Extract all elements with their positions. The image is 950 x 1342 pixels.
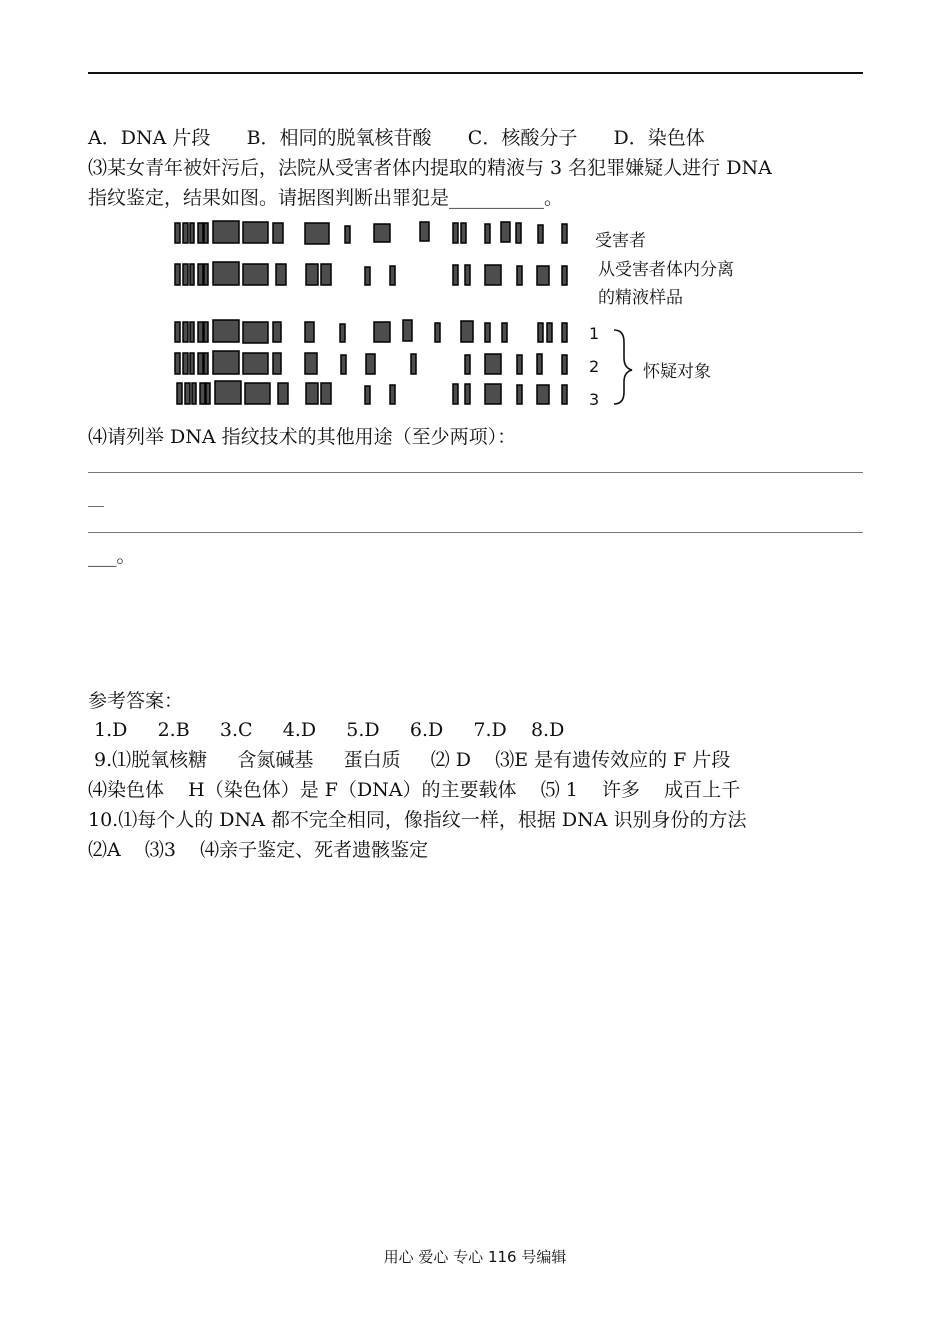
suspects-brace	[614, 330, 632, 404]
answers-heading: 参考答案：	[88, 690, 184, 712]
question-4-line: ⑷请列举 DNA 指纹技术的其他用途（至少两项）：	[88, 426, 517, 448]
label-victim: 受害者	[595, 231, 646, 251]
answer-blank-tail-1: __	[88, 488, 104, 507]
page-footer: 用心 爱心 专心 116 号编辑	[383, 1248, 567, 1266]
answers-line-3: ⑷染色体 H（染色体）是 F（DNA）的主要载体 ⑸ 1 许多 成百上千	[88, 779, 741, 801]
dna-fingerprint-figure	[0, 0, 950, 420]
gel-lane-suspect-3	[177, 381, 567, 404]
gel-lane-semen-sample	[175, 262, 567, 285]
answers-line-5: ⑵A ⑶3 ⑷亲子鉴定、死者遗骸鉴定	[88, 839, 429, 861]
gel-lane-suspect-2	[175, 351, 567, 374]
label-suspects: 怀疑对象	[643, 362, 711, 382]
question-3-line-1: ⑶某女青年被奸污后，法院从受害者体内提取的精液与 3 名犯罪嫌疑人进行 DNA	[88, 157, 772, 179]
suspect-number-2: 2	[589, 357, 600, 376]
question-3-line-2: 指纹鉴定，结果如图。请据图判断出罪犯是__________。	[88, 187, 564, 209]
answer-blank-1	[88, 472, 863, 473]
gel-lane-suspect-1	[175, 320, 567, 343]
gel-lane-victim	[175, 221, 567, 244]
header-rule	[88, 72, 863, 74]
answers-line-1: 1.D 2.B 3.C 4.D 5.D 6.D 7.D 8.D	[88, 719, 565, 741]
options-line: A．DNA 片段 B．相同的脱氧核苷酸 C．核酸分子 D．染色体	[88, 127, 705, 149]
answer-blank-2	[88, 532, 863, 533]
answer-blank-tail-2: ___。	[88, 545, 136, 567]
label-sample-line-1: 从受害者体内分离	[598, 260, 734, 280]
answers-line-2: 9.⑴脱氧核糖 含氮碱基 蛋白质 ⑵ D ⑶E 是有遗传效应的 F 片段	[88, 749, 731, 771]
suspect-number-1: 1	[589, 324, 600, 343]
answers-line-4: 10.⑴每个人的 DNA 都不完全相同，像指纹一样，根据 DNA 识别身份的方法	[88, 809, 747, 831]
suspect-number-3: 3	[589, 390, 600, 409]
label-sample-line-2: 的精液样品	[598, 288, 683, 308]
